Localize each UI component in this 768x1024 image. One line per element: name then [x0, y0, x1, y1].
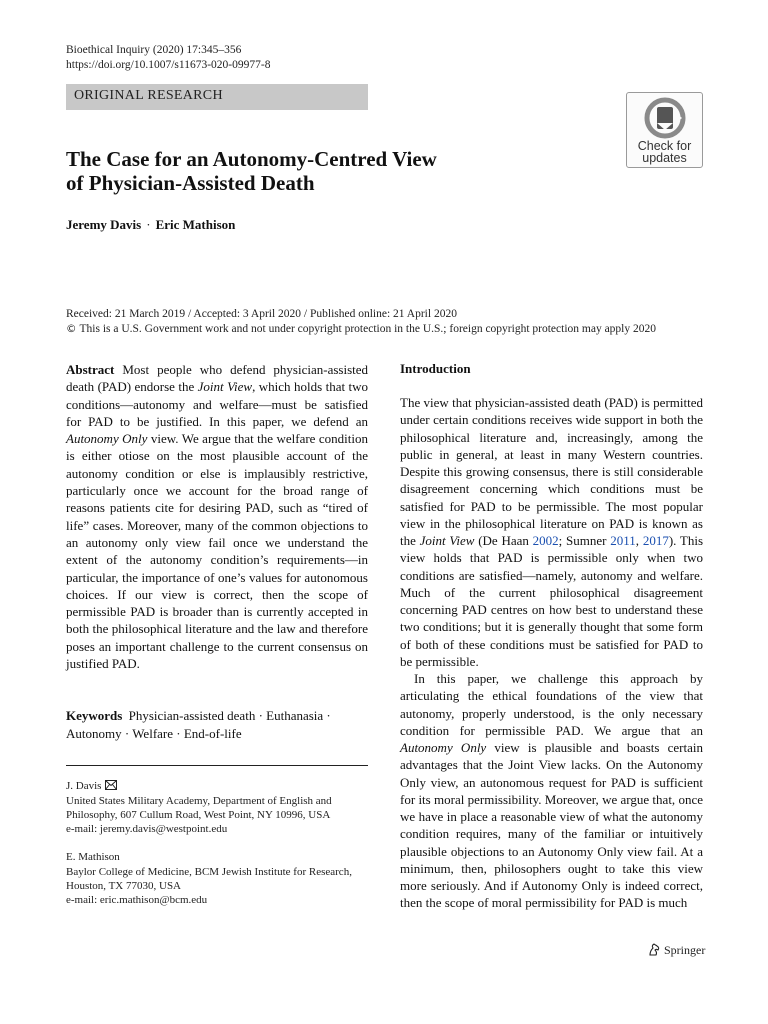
- copyright-notice: [66, 323, 656, 335]
- intro-p2-text-b: view is plausible and boasts certain advantages that the Joint View lacks. On the Autonomy Only view, an autonomous request for PAD is sufficient for its moral permissibility. Moreover, we argue that, once we have in place a reasonable view of what the autonomy condition requires, many of the familiar or intuitively plausible objections to an Autonomy Only view fail. At a minimum, then, philosophers ought to take this view more seriously. And if Autonomy Only is indeed correct, then the scope of moral permissibility for PAD is much: [400, 740, 704, 911]
- envelope-icon[interactable]: [105, 780, 117, 790]
- article-title: [66, 148, 586, 195]
- author-mathison[interactable]: Eric Mathison: [155, 217, 236, 232]
- affil-name-davis: J. Davis: [66, 780, 102, 792]
- badge-label-line2: updates: [642, 151, 687, 165]
- publication-dates: Received: 21 March 2019 / Accepted: 3 April 2020 / Published online: 21 April 2020: [66, 308, 457, 320]
- intro-cite-comma: ,: [635, 533, 640, 548]
- affil-name-mathison: E. Mathison: [66, 851, 120, 863]
- abstract-autonomy-only: Autonomy Only: [66, 431, 148, 447]
- abstract-label: Abstract: [66, 362, 115, 377]
- title-line-1: The Case for an Autonomy-Centred View: [66, 147, 437, 171]
- author-list: [66, 217, 235, 233]
- citation-link-2011[interactable]: 2011: [610, 533, 636, 548]
- author-davis[interactable]: Jeremy Davis: [66, 217, 142, 232]
- introduction-body: [400, 394, 703, 912]
- introduction-heading: Introduction: [400, 361, 471, 376]
- affil-mathison-line2: Houston, TX 77030, USA: [66, 880, 182, 892]
- publisher-name: Springer: [664, 943, 706, 957]
- abstract-joint-view: Joint View: [197, 379, 253, 395]
- affil-mathison-email[interactable]: e-mail: eric.mathison@bcm.edu: [66, 894, 208, 906]
- affiliation-davis: [66, 779, 368, 836]
- abstract-text-3: view. We argue that the welfare condition is either otiose on the most plausible account of the autonomy condition or else is implausibly restrictive, particularly once we account for the broad range of reasons patients cite for desiring PAD, such as “tired of life” cases. Moreover, many of the common objections to an autonomy only view fail once we understand the extent of the autonomy condition’s requirements—in particular, the importance of one’s values for autonomous choices. If our view is correct, then the scope of permissible PAD is broader than is currently accepted in both the philosophical literature and the law and therefore poses an important challenge to the current consensus on justified PAD.: [66, 431, 368, 672]
- copyright-icon: ©: [66, 323, 77, 335]
- title-line-2: of Physician-Assisted Death: [66, 170, 315, 195]
- abstract: [66, 361, 368, 672]
- badge-label-line1: Check for: [637, 139, 692, 153]
- keywords-list: Physician-assisted death · Euthanasia · Autonomy · Welfare · End-of-life: [66, 708, 331, 741]
- abstract-text-1: Most people who defend physician-assisted death (PAD) endorse the: [66, 362, 369, 395]
- journal-volume-line: Bioethical Inquiry (2020) 17:345–356: [66, 44, 242, 56]
- affil-davis-email[interactable]: e-mail: jeremy.davis@westpoint.edu: [66, 823, 228, 835]
- intro-p2-text-a: In this paper, we challenge this approach by articulating the ethical foundations of the view that autonomy, properly understood, is the only necessary condition for permissible PAD. We argue that an: [400, 671, 703, 738]
- intro-paragraph-2: [400, 670, 703, 912]
- intro-paragraph-1: [400, 394, 703, 670]
- keywords: [66, 707, 368, 742]
- section-label: ORIGINAL RESEARCH: [74, 88, 223, 103]
- keywords-label: Keywords: [66, 708, 123, 723]
- journal-citation: [66, 43, 270, 73]
- publisher-logo[interactable]: [648, 943, 705, 958]
- author-separator: ·: [146, 217, 151, 232]
- copyright-text: This is a U.S. Government work and not under copyright protection in the U.S.; foreign copyright protection may apply 2020: [79, 323, 656, 335]
- affil-mathison-line1: Baylor College of Medicine, BCM Jewish Institute for Research,: [66, 866, 352, 878]
- intro-cite-dehaan: (De Haan: [478, 533, 529, 548]
- intro-cite-sumner: ; Sumner: [558, 533, 607, 548]
- crossmark-icon: [644, 97, 686, 139]
- affil-davis-line1: United States Military Academy, Department of English and: [66, 795, 332, 807]
- intro-joint-view: Joint View: [419, 533, 475, 548]
- affiliation-mathison: [66, 850, 368, 907]
- intro-autonomy-only: Autonomy Only: [400, 740, 487, 755]
- affil-davis-line2: Philosophy, 607 Cullum Road, West Point, NY 10996, USA: [66, 809, 331, 821]
- check-for-updates-badge[interactable]: [626, 92, 703, 168]
- abstract-text-2: , which holds that two conditions—autonomy and welfare—must be satisfied for PAD to be justified. In this paper, we defend an: [66, 379, 369, 429]
- springer-horse-icon: [648, 943, 661, 956]
- footnote-divider: [66, 765, 368, 766]
- citation-link-2017[interactable]: 2017: [642, 533, 669, 548]
- citation-link-2002[interactable]: 2002: [532, 533, 559, 548]
- intro-p1-text-b: ). This view holds that PAD is permissible only when two conditions are satisfied—namely, autonomy and welfare. Much of the current philosophical disagreement concerning PAD centres on how best to understand these two conditions; but it is generally thought that some form of both of these conditions must be satisfied for PAD to be permissible.: [400, 533, 704, 669]
- doi-link[interactable]: https://doi.org/10.1007/s11673-020-09977-8: [66, 59, 271, 71]
- intro-p1-text-a: The view that physician-assisted death (PAD) is permitted under certain conditions receives wide support in both the philosophical literature and, increasingly, among the public in general, at least in many Western countries. Despite this growing consensus, there is still considerable disagreement concerning which conditions must be satisfied for PAD to be permissible. The most popular view in the philosophical literature on PAD is known as the: [400, 395, 703, 548]
- section-banner: [66, 84, 368, 110]
